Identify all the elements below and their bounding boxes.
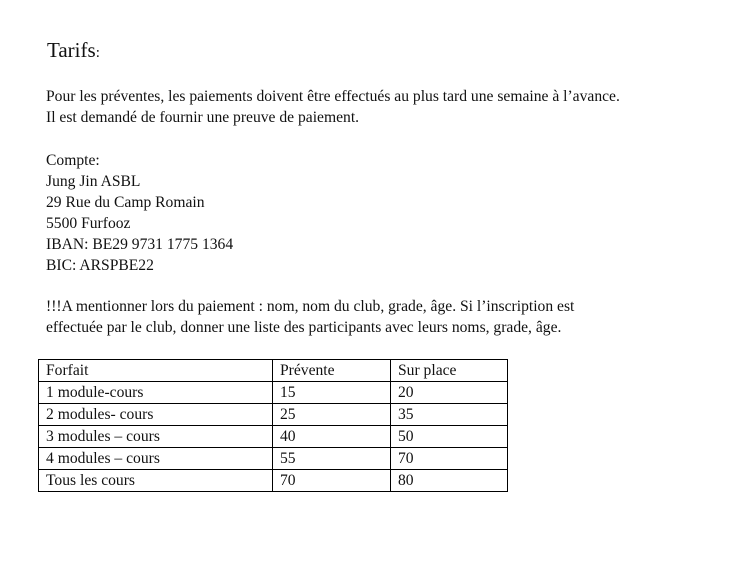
cell-prevente: 25 xyxy=(273,404,391,426)
pricing-table xyxy=(38,359,508,492)
notice-line-2: effectuée par le club, donner une liste des participants avec leurs noms, grade, âge. xyxy=(46,319,562,336)
header-cell-prevente: Prévente xyxy=(273,360,391,382)
cell-sur-place: 70 xyxy=(391,448,508,470)
cell-prevente: 15 xyxy=(273,382,391,404)
table-row xyxy=(39,470,508,492)
title-colon: : xyxy=(95,45,100,61)
table-row xyxy=(39,426,508,448)
page-title xyxy=(47,37,100,66)
cell-forfait: Tous les cours xyxy=(39,470,273,492)
payment-intro xyxy=(46,86,620,128)
cell-sur-place: 35 xyxy=(391,404,508,426)
table-header-row xyxy=(39,360,508,382)
table-row xyxy=(39,382,508,404)
cell-forfait: 3 modules – cours xyxy=(39,426,273,448)
account-city: 5500 Furfooz xyxy=(46,215,131,232)
cell-forfait: 4 modules – cours xyxy=(39,448,273,470)
notice-line-1: !!!A mentionner lors du paiement : nom, nom du club, grade, âge. Si l’inscription est xyxy=(46,298,575,315)
cell-sur-place: 80 xyxy=(391,470,508,492)
cell-forfait: 2 modules- cours xyxy=(39,404,273,426)
account-iban: IBAN: BE29 9731 1775 1364 xyxy=(46,236,234,253)
header-cell-sur-place: Sur place xyxy=(391,360,508,382)
account-label: Compte: xyxy=(46,152,100,169)
header-cell-forfait: Forfait xyxy=(39,360,273,382)
cell-forfait: 1 module-cours xyxy=(39,382,273,404)
cell-prevente: 70 xyxy=(273,470,391,492)
table-row xyxy=(39,404,508,426)
intro-line-1: Pour les préventes, les paiements doivent être effectués au plus tard une semaine à l’avance. xyxy=(46,88,620,105)
pricing-table-body xyxy=(39,360,508,492)
intro-line-2: Il est demandé de fournir une preuve de paiement. xyxy=(46,109,360,126)
account-details xyxy=(46,150,233,276)
cell-prevente: 40 xyxy=(273,426,391,448)
cell-prevente: 55 xyxy=(273,448,391,470)
cell-sur-place: 20 xyxy=(391,382,508,404)
account-name: Jung Jin ASBL xyxy=(46,173,141,190)
payment-notice xyxy=(46,296,574,338)
account-bic: BIC: ARSPBE22 xyxy=(46,257,154,274)
table-row xyxy=(39,448,508,470)
cell-sur-place: 50 xyxy=(391,426,508,448)
title-text: Tarifs xyxy=(47,38,96,62)
account-street: 29 Rue du Camp Romain xyxy=(46,194,205,211)
